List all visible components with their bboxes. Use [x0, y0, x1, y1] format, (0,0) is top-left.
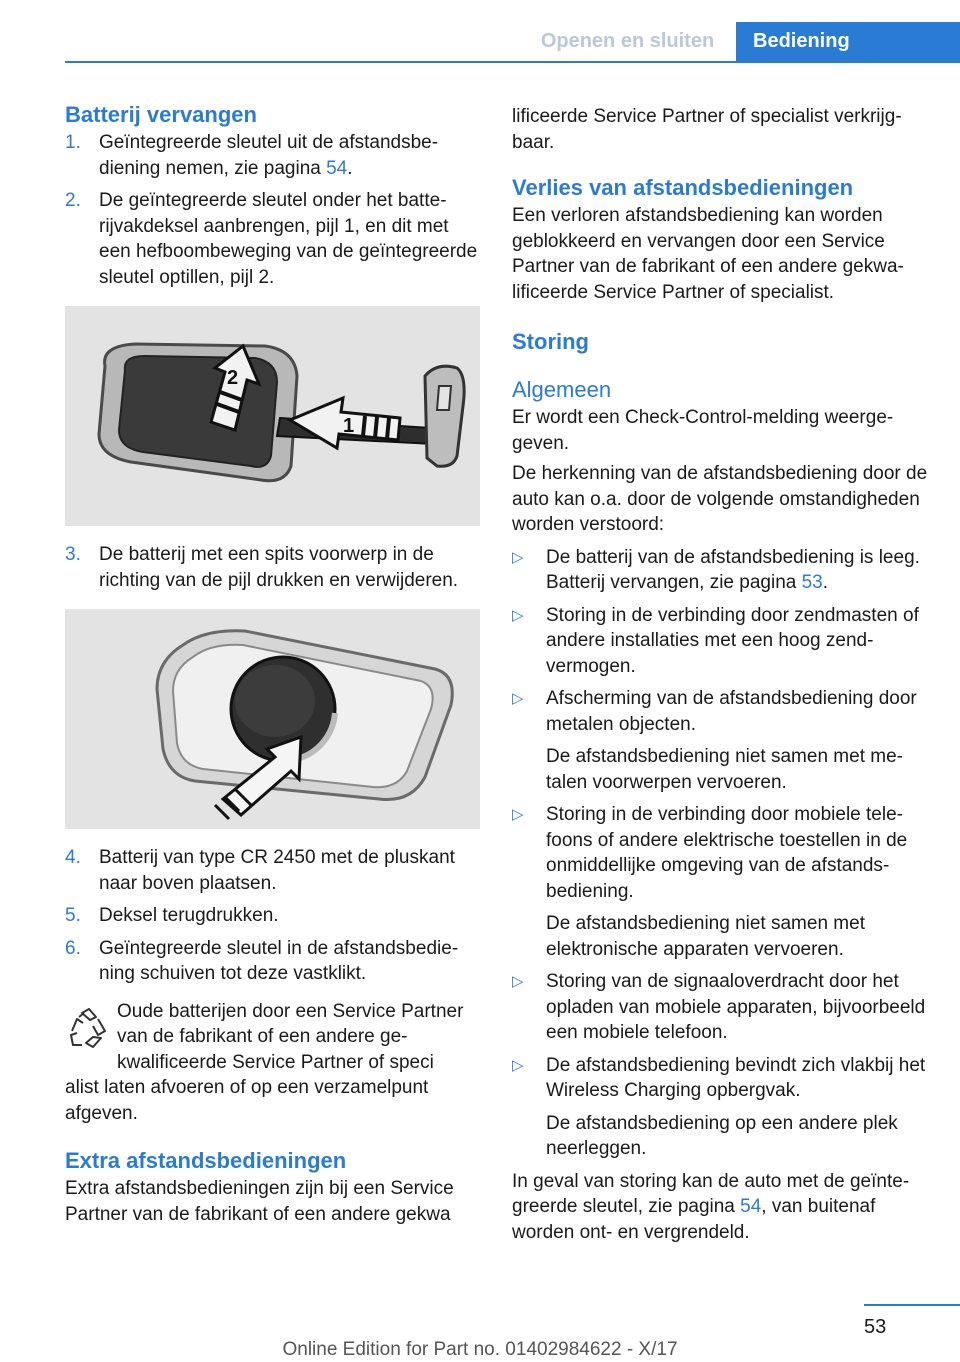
step-number: 3.	[65, 544, 81, 565]
step-number: 2.	[65, 190, 81, 211]
fault-heading: Storing	[512, 329, 589, 354]
step-6	[65, 936, 480, 987]
bullet-text: Storing van de signaaloverdracht door het opladen van mobiele apparaten, bijvoorbeeld een mobiele telefoon.	[546, 971, 926, 1043]
step-text-end: .	[347, 157, 353, 179]
loss-heading: Verlies van afstandsbedieningen	[512, 175, 854, 200]
bullet-text: Afscherming van de afstandsbediening door metalen objecten.	[546, 688, 917, 735]
recycling-text: Oude batterijen door een Service Partner van de fabrikant of een andere gekwalificeerde Service Partner of speci	[117, 1000, 464, 1073]
figure-battery-removal	[65, 609, 480, 829]
battery-heading: Batterij vervangen	[65, 102, 257, 127]
footer-rule	[864, 1304, 960, 1306]
step-text: Geïntegreerde sleutel uit de afstandsbediening nemen, zie pagina	[99, 132, 439, 179]
bullet-transmitters	[512, 603, 932, 680]
general-text-1: Er wordt een Check-Control-melding weergegeven.	[512, 407, 894, 454]
recycling-note	[65, 999, 480, 1076]
final-text	[512, 1169, 932, 1246]
step-2	[65, 188, 480, 290]
key-removal-illustration	[65, 306, 480, 526]
bullet-charging	[512, 969, 932, 1046]
step-text: Deksel terugdrukken.	[99, 905, 279, 926]
header-section-title: Openen en sluiten	[540, 30, 715, 52]
bullet-text: De afstandsbediening bevindt zich vlakbij het Wireless Charging opbergvak.	[546, 1054, 926, 1101]
step-4	[65, 845, 480, 896]
bullet-wireless-charging	[512, 1053, 932, 1162]
step-number: 1.	[65, 132, 81, 153]
page-number: 53	[864, 1316, 887, 1338]
step-number: 4.	[65, 847, 81, 868]
bullet-triangle-icon: ▷	[512, 1056, 524, 1074]
recycling-text-cont: alist laten afvoeren of op een verzamelpunt afgeven.	[65, 1077, 429, 1124]
step-1	[65, 130, 480, 181]
step-text: Batterij van type CR 2450 met de pluskant naar boven plaatsen.	[99, 847, 455, 894]
loss-text: Een verloren afstandsbediening kan worden geblokkeerd en vervangen door een Service Partner van de fabrikant of een andere gekwalificeerde Service Partner of specialist.	[512, 205, 904, 303]
bullet-text: De batterij van de afstandsbediening is leeg. Batterij vervangen, zie pagina	[546, 546, 920, 593]
step-text: De geïntegreerde sleutel onder het batterijvakdeksel aanbrengen, pijl 1, en dit met een hefboombeweging van de geïntegreerde sleutel optillen, pijl 2.	[99, 190, 478, 288]
bullet-text: Storing in de verbinding door mobiele telefoons of andere elektrische toestellen in de onmiddellijke omgeving van de afstandsbediening.	[546, 804, 908, 902]
figure-key-removal	[65, 306, 480, 526]
bullet-triangle-icon: ▷	[512, 973, 524, 990]
recycle-icon	[65, 999, 107, 1076]
bullet-text-end: .	[822, 572, 829, 593]
bullet-subtext: De afstandsbediening niet samen met metalen voorwerpen vervoeren.	[546, 746, 903, 793]
step-number: 5.	[65, 905, 81, 926]
bullet-triangle-icon: ▷	[512, 548, 524, 566]
general-heading: Algemeen	[512, 377, 612, 402]
bullet-empty-battery	[512, 545, 932, 596]
final-text-start: In geval van storing kan de auto met de geïntegreerde sleutel, zie pagina	[512, 1170, 910, 1217]
header-rule	[65, 61, 960, 63]
bullet-mobile-phones	[512, 802, 932, 962]
extra-remotes-text-cont: lificeerde Service Partner of specialist verkrijgbaar.	[512, 106, 902, 153]
battery-removal-illustration	[65, 609, 480, 829]
step-5	[65, 903, 480, 929]
bullet-subtext: De afstandsbediening niet samen met elektronische apparaten vervoeren.	[546, 913, 865, 960]
right-column	[512, 104, 932, 1245]
page-link-54[interactable]: 54	[326, 157, 348, 179]
extra-remotes-heading: Extra afstandsbedieningen	[65, 1148, 347, 1173]
arrow-label-2: 2	[227, 367, 239, 389]
step-text: De batterij met een spits voorwerp in de richting van de pijl drukken en verwijderen.	[99, 544, 459, 591]
bullet-triangle-icon: ▷	[512, 606, 524, 624]
bullet-subtext: De afstandsbediening op een andere plek neerleggen.	[546, 1112, 898, 1159]
general-text-2: De herkenning van de afstandsbediening door de auto kan o.a. door de volgende omstandigheden worden verstoord:	[512, 463, 928, 535]
step-text: Geïntegreerde sleutel in de afstandsbediening schuiven tot deze vastklikt.	[99, 937, 459, 984]
bullet-metal-shielding	[512, 686, 932, 795]
bullet-triangle-icon: ▷	[512, 690, 524, 707]
step-number: 6.	[65, 937, 81, 959]
final-text-end: , van buitenaf worden ont- en vergrendeld.	[512, 1196, 876, 1243]
step-3	[65, 542, 480, 593]
page-link-54[interactable]: 54	[740, 1196, 762, 1217]
bullet-text: Storing in de verbinding door zendmasten of andere installaties met een hoog zendvermogen.	[546, 604, 919, 677]
header-chapter-tab: Bediening	[736, 22, 960, 62]
page-link-53[interactable]: 53	[801, 572, 823, 593]
left-column	[65, 100, 480, 1227]
arrow-label-1: 1	[343, 415, 355, 437]
edition-footer: Online Edition for Part no. 01402984622 - X/17	[282, 1339, 678, 1360]
bullet-triangle-icon: ▷	[512, 806, 524, 823]
extra-remotes-text: Extra afstandsbedieningen zijn bij een Service Partner van de fabrikant of een andere gekwa	[65, 1178, 454, 1225]
